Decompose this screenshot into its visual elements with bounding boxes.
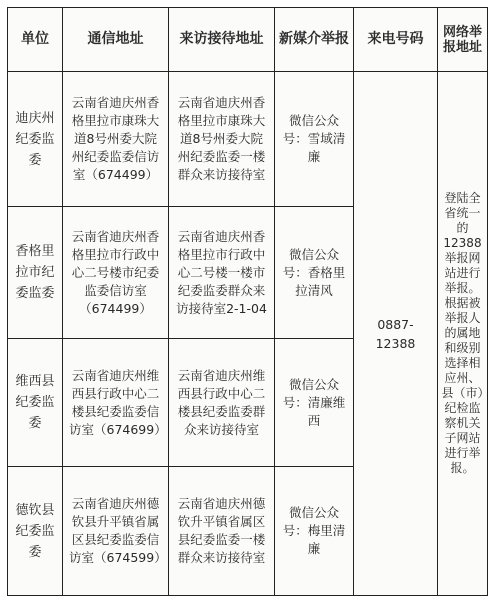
new-media-cell: 微信公众号：雪域清廉	[275, 72, 354, 207]
unit-cell: 维西县纪委监委	[8, 339, 63, 467]
unit-cell: 香格里拉市纪委监委	[8, 207, 63, 339]
header-new-media: 新媒介举报	[275, 8, 354, 72]
report-channels-table	[7, 7, 488, 596]
unit-cell: 德钦县纪委监委	[8, 467, 63, 596]
mail-address-cell: 云南省迪庆州香格里拉市行政中心二号楼市纪委监委信访室（674499）	[63, 207, 169, 339]
new-media-cell: 微信公众号：梅里清廉	[275, 467, 354, 596]
unit-cell: 迪庆州纪委监委	[8, 72, 63, 207]
header-unit: 单位	[8, 8, 63, 72]
mail-address-cell: 云南省迪庆州香格里拉市康珠大道8号州委大院州纪委监委信访室（674499）	[63, 72, 169, 207]
header-row	[8, 8, 488, 72]
visit-address-cell: 云南省迪庆州德钦升平镇省属区县纪委监委一楼群众来访接待室	[169, 467, 275, 596]
mail-address-cell: 云南省迪庆州维西县行政中心二楼县纪委监委信访室（674699）	[63, 339, 169, 467]
new-media-cell: 微信公众号：清廉维西	[275, 339, 354, 467]
online-report-cell: 登陆全省统一的12388举报网站进行举报。根据被举报人的属地和级别选择相应州、县（市）纪检监察机关子网站进行举报。	[438, 72, 488, 596]
new-media-cell: 微信公众号：香格里拉清风	[275, 207, 354, 339]
visit-address-cell: 云南省迪庆州维西县行政中心二楼县纪委监委群众来访接待室	[169, 339, 275, 467]
header-phone: 来电号码	[354, 8, 438, 72]
header-mail-address: 通信地址	[63, 8, 169, 72]
header-online: 网络举报地址	[438, 8, 488, 72]
visit-address-cell: 云南省迪庆州香格里拉市行政中心二号楼一楼市纪委监委群众来访接待室2-1-04	[169, 207, 275, 339]
header-visit-address: 来访接待地址	[169, 8, 275, 72]
visit-address-cell: 云南省迪庆州香格里拉市康珠大道8号州委大院州纪委监委一楼群众来访接待室	[169, 72, 275, 207]
contact-sheet	[7, 7, 487, 595]
mail-address-cell: 云南省迪庆州德钦县升平镇省属区县纪委监委信访室（674599）	[63, 467, 169, 596]
table-row	[8, 72, 488, 207]
phone-cell: 0887-12388	[354, 72, 438, 596]
